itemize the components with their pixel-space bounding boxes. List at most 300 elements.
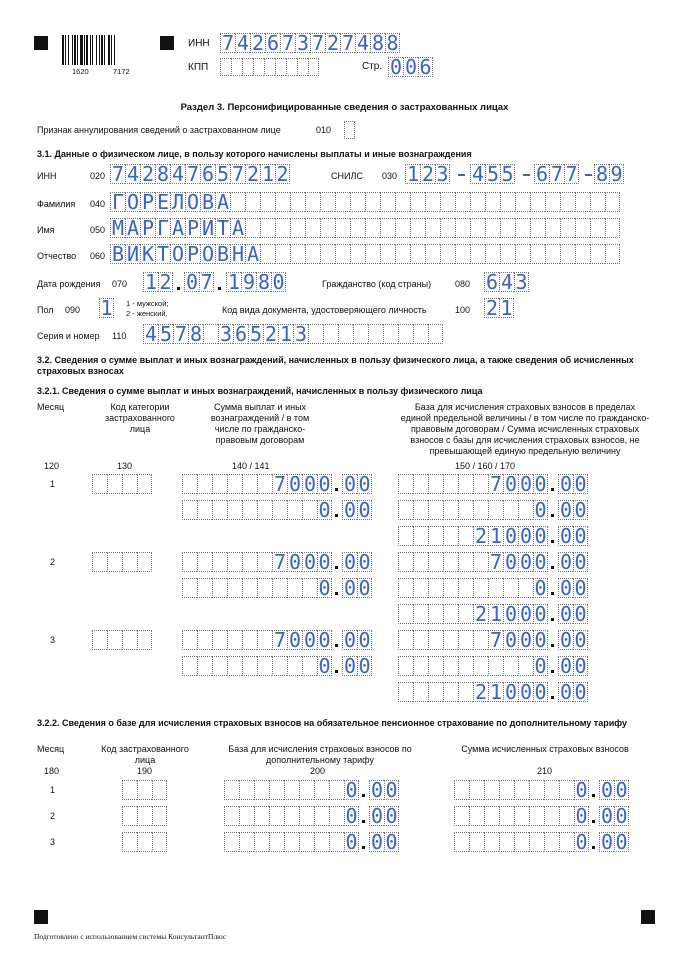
char-cell: 0 bbox=[574, 472, 587, 496]
char-cell bbox=[290, 244, 305, 264]
char-cell bbox=[152, 832, 167, 852]
char-cell: 7 bbox=[231, 162, 245, 186]
char-cell: 0 bbox=[303, 550, 317, 574]
dob-label: Дата рождения bbox=[37, 279, 101, 289]
char-cell bbox=[284, 832, 299, 852]
char-cell bbox=[413, 324, 428, 344]
char-cell bbox=[500, 192, 515, 212]
char-cell: 1 bbox=[489, 602, 503, 626]
char-cell: 0 bbox=[370, 778, 384, 802]
decimal-dot bbox=[551, 644, 554, 647]
char-cell bbox=[440, 244, 455, 264]
base-field-dec[interactable] bbox=[558, 630, 588, 650]
char-cell: 1 bbox=[261, 162, 275, 186]
base-gpd-field-dec[interactable] bbox=[558, 656, 588, 676]
doc-field[interactable] bbox=[484, 298, 514, 318]
char-cell bbox=[197, 552, 212, 572]
decimal-dot bbox=[592, 820, 595, 823]
base-field-dec[interactable] bbox=[558, 552, 588, 572]
char-cell bbox=[413, 474, 428, 494]
char-cell bbox=[470, 192, 485, 212]
char-cell bbox=[287, 656, 302, 676]
char-cell bbox=[335, 244, 350, 264]
sum-field-dec[interactable] bbox=[342, 474, 372, 494]
char-cell bbox=[275, 192, 290, 212]
col-sum-header: Сумма выплат и иных вознаграждений / в том числе по гражданско-правовым договорам bbox=[210, 402, 310, 445]
char-cell bbox=[290, 218, 305, 238]
char-cell bbox=[197, 474, 212, 494]
char-cell bbox=[182, 500, 197, 520]
char-cell bbox=[395, 192, 410, 212]
char-cell: 7 bbox=[341, 31, 355, 55]
char-cell: 0 bbox=[288, 550, 302, 574]
add-sum-field-dec[interactable] bbox=[599, 806, 629, 826]
base-gpd-field-dec[interactable] bbox=[558, 500, 588, 520]
char-cell bbox=[380, 218, 395, 238]
char-cell: 0 bbox=[358, 628, 371, 652]
char-cell bbox=[428, 578, 443, 598]
char-cell bbox=[122, 630, 137, 650]
char-cell bbox=[308, 58, 319, 76]
char-cell: 6 bbox=[266, 31, 280, 55]
s31-inn-code: 020 bbox=[90, 171, 106, 181]
char-cell: 0 bbox=[343, 550, 357, 574]
dob-month-field[interactable] bbox=[184, 272, 214, 292]
s31-inn-field[interactable] bbox=[110, 164, 290, 184]
char-cell: 5 bbox=[501, 162, 514, 186]
char-cell: 0 bbox=[574, 550, 587, 574]
char-cell bbox=[428, 552, 443, 572]
char-cell bbox=[272, 656, 287, 676]
char-cell: Г bbox=[111, 190, 125, 214]
char-cell: 5 bbox=[249, 322, 263, 346]
char-cell: 0 bbox=[574, 628, 587, 652]
char-cell bbox=[224, 806, 239, 826]
char-cell bbox=[544, 780, 559, 800]
sum-field-int[interactable] bbox=[182, 474, 332, 494]
char-cell: 0 bbox=[358, 576, 371, 600]
char-cell: 7 bbox=[186, 162, 200, 186]
char-cell bbox=[299, 832, 314, 852]
sex-field[interactable] bbox=[99, 298, 114, 318]
sum-field-dec[interactable] bbox=[342, 630, 372, 650]
decimal-dot bbox=[592, 846, 595, 849]
contrib-field-int[interactable] bbox=[398, 682, 548, 702]
char-cell bbox=[398, 682, 413, 702]
base-gpd-field-int[interactable] bbox=[398, 656, 548, 676]
char-cell bbox=[484, 780, 499, 800]
char-cell: 5 bbox=[159, 322, 173, 346]
char-cell bbox=[575, 192, 590, 212]
char-cell bbox=[559, 832, 574, 852]
char-cell bbox=[242, 552, 257, 572]
char-cell bbox=[257, 630, 272, 650]
sum-gpd-field-int[interactable] bbox=[182, 500, 332, 520]
char-cell bbox=[239, 780, 254, 800]
add-base-field-int[interactable] bbox=[224, 806, 359, 826]
char-cell bbox=[560, 192, 575, 212]
char-cell bbox=[590, 218, 605, 238]
char-cell bbox=[368, 324, 383, 344]
char-cell: 0 bbox=[600, 778, 614, 802]
char-cell bbox=[428, 656, 443, 676]
cancel-field[interactable] bbox=[344, 121, 355, 139]
char-cell: Р bbox=[141, 216, 155, 240]
add-sum-field-dec[interactable] bbox=[599, 832, 629, 852]
char-cell bbox=[137, 474, 152, 494]
header-kpp-field[interactable] bbox=[220, 58, 319, 76]
snils-field-1[interactable] bbox=[405, 164, 450, 184]
char-cell bbox=[152, 780, 167, 800]
char-cell bbox=[320, 244, 335, 264]
header-inn-field[interactable] bbox=[220, 33, 400, 53]
decimal-dot bbox=[551, 592, 554, 595]
char-cell bbox=[485, 192, 500, 212]
char-cell bbox=[469, 832, 484, 852]
section-title: Раздел 3. Персонифицированные сведения о застрахованных лицах bbox=[180, 102, 509, 113]
base-gpd-field-int[interactable] bbox=[398, 500, 548, 520]
sex-hint-1: 1 - мужской; bbox=[126, 299, 169, 308]
char-cell bbox=[515, 192, 530, 212]
char-cell: 0 bbox=[343, 498, 357, 522]
contrib-field-dec[interactable] bbox=[558, 526, 588, 546]
char-cell: 6 bbox=[535, 162, 549, 186]
char-cell bbox=[514, 832, 529, 852]
category-field[interactable] bbox=[92, 552, 152, 572]
char-cell bbox=[500, 244, 515, 264]
row-month: 3 bbox=[50, 837, 56, 847]
add-base-field-dec[interactable] bbox=[369, 806, 399, 826]
char-cell bbox=[227, 552, 242, 572]
insured-code-field[interactable] bbox=[122, 832, 167, 852]
char-cell: К bbox=[141, 242, 155, 266]
char-cell: 0 bbox=[345, 830, 358, 854]
char-cell bbox=[242, 500, 257, 520]
char-cell: О bbox=[201, 242, 215, 266]
char-cell bbox=[398, 552, 413, 572]
char-cell bbox=[605, 192, 620, 212]
snils-field-3[interactable] bbox=[534, 164, 579, 184]
char-cell bbox=[275, 58, 286, 76]
char-cell: 0 bbox=[519, 524, 533, 548]
dob-day-field[interactable] bbox=[143, 272, 173, 292]
snils-field-2[interactable] bbox=[470, 164, 515, 184]
char-cell: 0 bbox=[574, 654, 587, 678]
add-base-field-int[interactable] bbox=[224, 780, 359, 800]
char-cell: 2 bbox=[326, 31, 340, 55]
char-cell: 4 bbox=[144, 322, 158, 346]
char-cell bbox=[455, 192, 470, 212]
add-base-field-dec[interactable] bbox=[369, 832, 399, 852]
char-cell bbox=[545, 244, 560, 264]
char-cell bbox=[470, 218, 485, 238]
char-cell: 4 bbox=[356, 31, 370, 55]
add-sum-field-int[interactable] bbox=[454, 832, 589, 852]
char-cell bbox=[286, 58, 297, 76]
char-cell: 4 bbox=[500, 270, 514, 294]
char-cell: 0 bbox=[303, 628, 317, 652]
char-cell bbox=[488, 656, 503, 676]
category-field[interactable] bbox=[92, 474, 152, 494]
char-cell: А bbox=[246, 242, 260, 266]
snils-label: СНИЛС bbox=[331, 171, 363, 181]
char-cell bbox=[212, 474, 227, 494]
char-cell bbox=[212, 500, 227, 520]
char-cell: 7 bbox=[489, 628, 503, 652]
col-month-header: Месяц bbox=[37, 402, 65, 412]
char-cell: 0 bbox=[534, 680, 547, 704]
char-cell bbox=[275, 218, 290, 238]
char-cell: О bbox=[171, 242, 185, 266]
code-base: 150 / 160 / 170 bbox=[455, 461, 516, 471]
char-cell: 0 bbox=[615, 804, 628, 828]
sum-gpd-field-dec[interactable] bbox=[342, 656, 372, 676]
char-cell bbox=[212, 578, 227, 598]
name-code: 050 bbox=[90, 225, 106, 235]
char-cell: 8 bbox=[156, 162, 170, 186]
s322-code-code: 190 bbox=[137, 766, 153, 776]
char-cell bbox=[484, 806, 499, 826]
char-cell: 0 bbox=[519, 602, 533, 626]
char-cell: 1 bbox=[489, 680, 503, 704]
base-field-int[interactable] bbox=[398, 474, 548, 494]
char-cell bbox=[443, 656, 458, 676]
char-cell: 7 bbox=[221, 31, 235, 55]
char-cell: 5 bbox=[216, 162, 230, 186]
char-cell bbox=[314, 832, 329, 852]
add-sum-field-int[interactable] bbox=[454, 780, 589, 800]
char-cell: 3 bbox=[294, 322, 308, 346]
char-cell: Р bbox=[186, 216, 200, 240]
base-field-dec[interactable] bbox=[558, 474, 588, 494]
char-cell bbox=[329, 832, 344, 852]
patronymic-field[interactable] bbox=[110, 244, 620, 264]
char-cell bbox=[454, 780, 469, 800]
char-cell: 0 bbox=[504, 680, 518, 704]
char-cell: 0 bbox=[185, 270, 199, 294]
char-cell: 0 bbox=[600, 804, 614, 828]
char-cell bbox=[458, 526, 473, 546]
char-cell bbox=[239, 832, 254, 852]
char-cell bbox=[329, 780, 344, 800]
char-cell: 1 bbox=[144, 270, 158, 294]
char-cell bbox=[590, 244, 605, 264]
code-category: 130 bbox=[117, 461, 133, 471]
char-cell bbox=[350, 192, 365, 212]
name-label: Имя bbox=[37, 225, 55, 235]
char-cell: 1 bbox=[227, 270, 241, 294]
contrib-field-int[interactable] bbox=[398, 604, 548, 624]
char-cell bbox=[398, 578, 413, 598]
char-cell bbox=[500, 218, 515, 238]
sum-field-int[interactable] bbox=[182, 552, 332, 572]
char-cell bbox=[518, 578, 533, 598]
char-cell bbox=[425, 218, 440, 238]
char-cell bbox=[413, 578, 428, 598]
char-cell: 0 bbox=[370, 830, 384, 854]
char-cell bbox=[484, 832, 499, 852]
char-cell bbox=[529, 832, 544, 852]
char-cell bbox=[499, 832, 514, 852]
char-cell bbox=[197, 578, 212, 598]
char-cell: 0 bbox=[385, 804, 398, 828]
decimal-dot bbox=[335, 592, 338, 595]
base-field-int[interactable] bbox=[398, 630, 548, 650]
char-cell bbox=[499, 780, 514, 800]
surname-label: Фамилия bbox=[37, 199, 76, 209]
char-cell bbox=[470, 244, 485, 264]
char-cell bbox=[290, 192, 305, 212]
char-cell: 0 bbox=[504, 628, 518, 652]
char-cell: Р bbox=[186, 242, 200, 266]
contrib-field-int[interactable] bbox=[398, 526, 548, 546]
char-cell: А bbox=[171, 216, 185, 240]
char-cell: 0 bbox=[534, 602, 547, 626]
char-cell: 4 bbox=[171, 162, 185, 186]
char-cell bbox=[302, 500, 317, 520]
char-cell bbox=[257, 552, 272, 572]
char-cell bbox=[473, 630, 488, 650]
char-cell bbox=[302, 578, 317, 598]
base-gpd-field-dec[interactable] bbox=[558, 578, 588, 598]
char-cell bbox=[212, 630, 227, 650]
char-cell bbox=[107, 630, 122, 650]
char-cell: 0 bbox=[504, 602, 518, 626]
date-dot bbox=[177, 287, 180, 290]
char-cell bbox=[395, 244, 410, 264]
sum-gpd-field-int[interactable] bbox=[182, 656, 332, 676]
char-cell bbox=[458, 604, 473, 624]
name-field[interactable] bbox=[110, 218, 620, 238]
char-cell: 0 bbox=[303, 472, 317, 496]
char-cell bbox=[545, 218, 560, 238]
citizenship-field[interactable] bbox=[484, 272, 529, 292]
char-cell bbox=[338, 324, 353, 344]
char-cell bbox=[260, 244, 275, 264]
char-cell bbox=[443, 630, 458, 650]
char-cell bbox=[560, 244, 575, 264]
char-cell bbox=[469, 780, 484, 800]
char-cell bbox=[299, 780, 314, 800]
char-cell bbox=[518, 656, 533, 676]
corner-marker bbox=[641, 910, 655, 924]
s322-col-base: База для исчисления страховых взносов по дополнительному тарифу bbox=[228, 744, 412, 765]
cancel-code: 010 bbox=[316, 125, 332, 135]
char-cell bbox=[544, 832, 559, 852]
series-field[interactable] bbox=[143, 324, 443, 344]
char-cell: 2 bbox=[474, 602, 488, 626]
snils-field-4[interactable] bbox=[594, 164, 624, 184]
add-sum-field-int[interactable] bbox=[454, 806, 589, 826]
char-cell bbox=[287, 500, 302, 520]
sum-field-int[interactable] bbox=[182, 630, 332, 650]
char-cell bbox=[323, 324, 338, 344]
char-cell bbox=[383, 324, 398, 344]
char-cell: 2 bbox=[474, 680, 488, 704]
decimal-dot bbox=[362, 820, 365, 823]
char-cell bbox=[398, 474, 413, 494]
char-cell: 0 bbox=[504, 472, 518, 496]
char-cell bbox=[544, 806, 559, 826]
char-cell: 0 bbox=[272, 270, 285, 294]
char-cell bbox=[458, 682, 473, 702]
char-cell bbox=[518, 500, 533, 520]
header-page-field[interactable] bbox=[388, 57, 433, 77]
char-cell bbox=[242, 656, 257, 676]
char-cell bbox=[365, 244, 380, 264]
char-cell: 0 bbox=[559, 524, 573, 548]
sum-gpd-field-dec[interactable] bbox=[342, 500, 372, 520]
char-cell: 0 bbox=[345, 804, 358, 828]
char-cell: 0 bbox=[504, 550, 518, 574]
insured-code-field[interactable] bbox=[122, 806, 167, 826]
sum-field-dec[interactable] bbox=[342, 552, 372, 572]
snils-dash bbox=[458, 174, 465, 176]
add-sum-field-dec[interactable] bbox=[599, 780, 629, 800]
char-cell: Р bbox=[141, 190, 155, 214]
category-field[interactable] bbox=[92, 630, 152, 650]
sum-gpd-field-int[interactable] bbox=[182, 578, 332, 598]
char-cell bbox=[443, 500, 458, 520]
sex-label: Пол bbox=[37, 305, 54, 315]
decimal-dot bbox=[551, 540, 554, 543]
add-base-field-dec[interactable] bbox=[369, 780, 399, 800]
char-cell bbox=[122, 806, 137, 826]
char-cell bbox=[284, 806, 299, 826]
char-cell bbox=[413, 682, 428, 702]
char-cell bbox=[197, 500, 212, 520]
patronymic-code: 060 bbox=[90, 251, 106, 261]
char-cell: Л bbox=[171, 190, 185, 214]
char-cell bbox=[398, 630, 413, 650]
char-cell: 0 bbox=[534, 550, 547, 574]
char-cell: 2 bbox=[276, 162, 289, 186]
contrib-field-dec[interactable] bbox=[558, 682, 588, 702]
base-field-int[interactable] bbox=[398, 552, 548, 572]
char-cell: 1 bbox=[489, 524, 503, 548]
base-gpd-field-int[interactable] bbox=[398, 578, 548, 598]
dob-year-field[interactable] bbox=[226, 272, 286, 292]
add-base-field-int[interactable] bbox=[224, 832, 359, 852]
char-cell bbox=[530, 218, 545, 238]
insured-code-field[interactable] bbox=[122, 780, 167, 800]
char-cell: 0 bbox=[519, 628, 533, 652]
char-cell: А bbox=[216, 190, 230, 214]
barcode-number-left: 1620 bbox=[72, 67, 89, 76]
char-cell: 4 bbox=[236, 31, 250, 55]
char-cell: 0 bbox=[559, 576, 573, 600]
char-cell bbox=[605, 244, 620, 264]
char-cell bbox=[329, 806, 344, 826]
char-cell bbox=[224, 832, 239, 852]
char-cell: 0 bbox=[343, 472, 357, 496]
char-cell: 8 bbox=[386, 31, 399, 55]
char-cell: 7 bbox=[174, 322, 188, 346]
char-cell: 0 bbox=[574, 576, 587, 600]
series-code: 110 bbox=[112, 331, 127, 341]
contrib-field-dec[interactable] bbox=[558, 604, 588, 624]
sex-hint-2: 2 - женский. bbox=[126, 309, 168, 318]
char-cell bbox=[320, 218, 335, 238]
char-cell: 8 bbox=[371, 31, 385, 55]
char-cell: 3 bbox=[436, 162, 449, 186]
char-cell bbox=[503, 656, 518, 676]
char-cell bbox=[264, 58, 275, 76]
char-cell bbox=[254, 780, 269, 800]
surname-field[interactable] bbox=[110, 192, 620, 212]
sum-gpd-field-dec[interactable] bbox=[342, 578, 372, 598]
char-cell: 0 bbox=[574, 524, 587, 548]
